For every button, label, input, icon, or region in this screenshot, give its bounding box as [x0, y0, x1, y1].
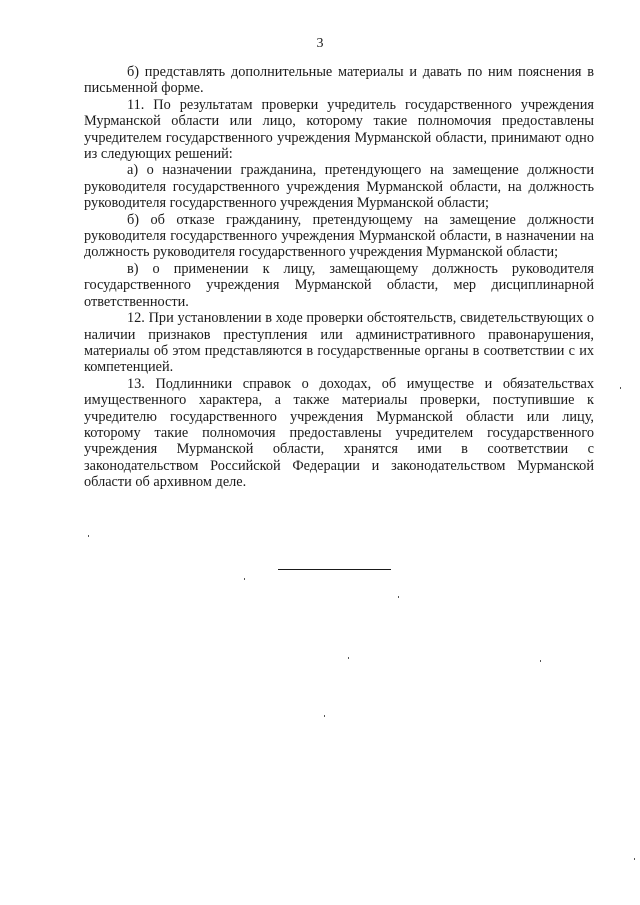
scan-speck — [348, 657, 349, 659]
scan-speck — [634, 858, 635, 860]
paragraph-b-additional-materials: б) представлять дополнительные материалы и давать по ним пояснения в письменной форме. — [84, 64, 594, 97]
scan-speck — [398, 596, 399, 598]
scan-speck — [244, 578, 245, 580]
scan-speck — [540, 660, 541, 662]
scan-speck — [620, 387, 621, 389]
paragraph-a-appointment: а) о назначении гражданина, претендующего на замещение должности руководителя государственного учреждения Мурманской области, на должность руководителя государственного учреждения Мурманской области; — [84, 162, 594, 212]
paragraph-13-archive: 13. Подлинники справок о доходах, об имуществе и обязательствах имущественного характера, а также материалы проверки, поступившие к учредителю государственного учреждения Мурманской области или лицу, которому такие полномочия предоставлены учредителем государственного учреждения Мурманской области, хранятся ими в соответствии с законодательством Российской Федерации и законодательством Мурманской области об архивном деле. — [84, 375, 594, 491]
scan-speck — [88, 535, 89, 537]
end-divider — [278, 569, 391, 570]
paragraph-12-offenses: 12. При установлении в ходе проверки обстоятельств, свидетельствующих о наличии признаков преступления или административного правонарушения, материалы об этом представляются в государственные органы в соответствии с их компетенцией. — [84, 310, 594, 376]
paragraph-11-verification-results: 11. По результатам проверки учредитель государственного учреждения Мурманской области или лицо, которому такие полномочия предоставлены учредителем государственного учреждения Мурманской области, принимают одно из следующих решений: — [84, 96, 594, 163]
scan-speck — [324, 715, 325, 717]
page-number: 3 — [316, 36, 324, 51]
document-body — [84, 64, 594, 491]
paragraph-v-disciplinary: в) о применении к лицу, замещающему должность руководителя государственного учреждения Мурманской области, мер дисциплинарной ответственности. — [84, 260, 594, 310]
paragraph-b-refusal: б) об отказе гражданину, претендующему на замещение должности руководителя государственного учреждения Мурманской области, в назначении на должность руководителя государственного учреждения Мурманской области; — [84, 211, 594, 261]
